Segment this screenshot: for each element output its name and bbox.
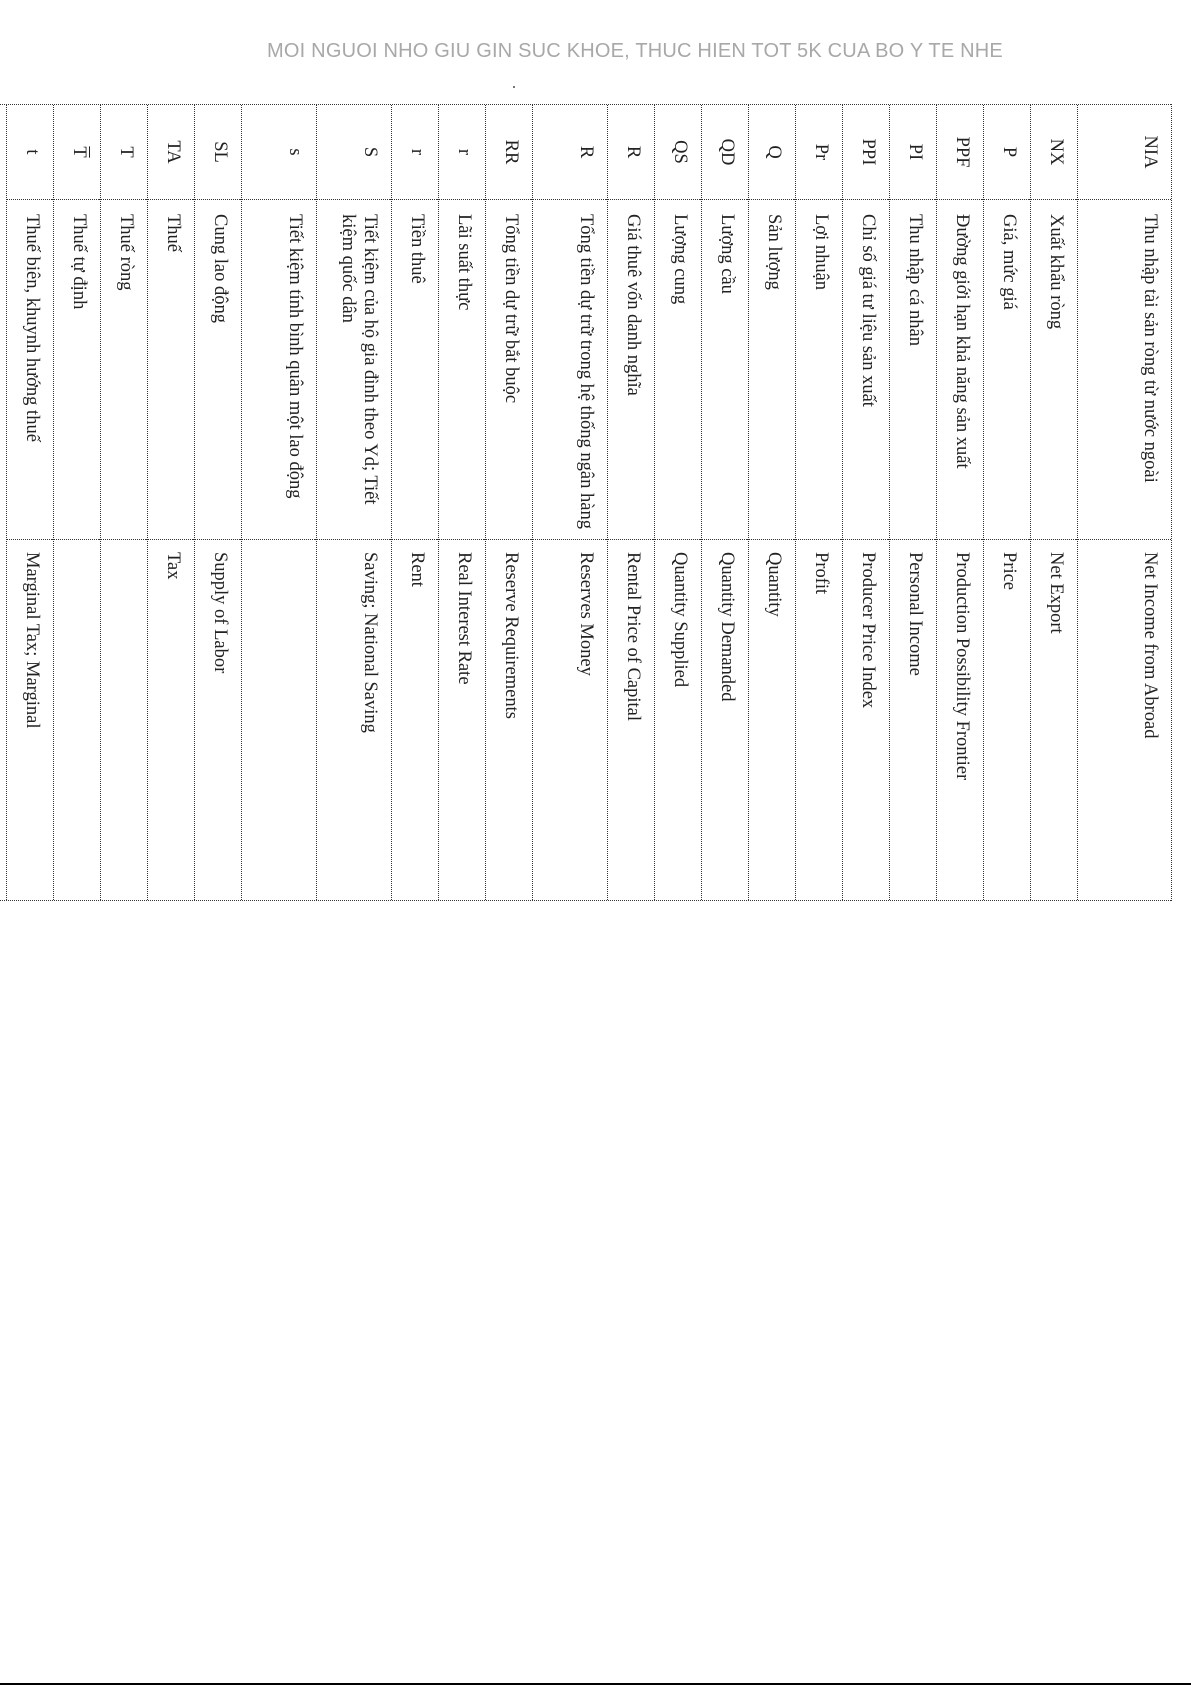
table-row — [241, 105, 316, 900]
symbol-cell: T — [101, 105, 147, 200]
english-term-cell: Rent — [407, 552, 427, 587]
table-row — [316, 105, 391, 900]
vietnamese-term-cell: Đường giới hạn khả năng sản xuất — [937, 200, 983, 540]
symbol-cell: NIA — [1078, 105, 1171, 200]
vietnamese-term-cell: Thu nhập tài sản ròng từ nước ngoài — [1078, 200, 1171, 540]
table-row — [795, 105, 842, 900]
symbol-cell: R — [533, 105, 607, 200]
english-term-cell — [54, 540, 100, 900]
symbol-cell: P — [984, 105, 1030, 200]
table-row — [438, 105, 485, 900]
vietnamese-term-cell: Cung lao động — [195, 200, 241, 540]
symbol-cell: $\overline{T}$ — [54, 105, 100, 200]
english-term-cell: Supply of Labor — [210, 552, 230, 674]
table-row — [936, 105, 983, 900]
vietnamese-term-cell: Thu nhập cá nhân — [890, 200, 936, 540]
vietnamese-term-cell: Thuế biên, khuynh hướng thuế — [7, 200, 53, 540]
vietnamese-term-cell: Giá thuê vốn danh nghĩa — [608, 200, 654, 540]
vietnamese-term-cell: Thuế ròng — [101, 200, 147, 540]
table-row — [889, 105, 936, 900]
english-term-cell: Reserves Money — [576, 552, 596, 676]
english-term-cell: Marginal Tax; Marginal — [22, 552, 42, 729]
symbol-cell: r — [392, 105, 438, 200]
english-term-cell: Net Income from Abroad — [1140, 552, 1160, 739]
symbol-cell: NX — [1031, 105, 1077, 200]
table-row — [654, 105, 701, 900]
english-term-cell: Rental Price of Capital — [623, 552, 643, 722]
symbol-cell: TA — [148, 105, 194, 200]
vietnamese-term-cell: Tiết kiệm tính bình quân một lao động — [242, 200, 316, 540]
table-row — [391, 105, 438, 900]
table-row — [53, 105, 100, 900]
english-term-cell: Personal Income — [905, 552, 925, 676]
table-row — [983, 105, 1030, 900]
symbol-cell: Pr — [796, 105, 842, 200]
table-row — [100, 105, 147, 900]
symbol-cell: QS — [655, 105, 701, 200]
vietnamese-term-cell: Thuế tự định — [54, 200, 100, 540]
english-term-cell: Quantity Demanded — [717, 552, 737, 702]
table-row — [1030, 105, 1077, 900]
vietnamese-term-cell: Thuế — [148, 200, 194, 540]
vietnamese-term-cell: Chỉ số giá tư liệu sản xuất — [843, 200, 889, 540]
vietnamese-term-cell: Lượng cung — [655, 200, 701, 540]
vietnamese-term-cell: Tổng tiền dự trữ trong hệ thống ngân hàng — [533, 200, 607, 540]
english-term-cell: Production Possibility Frontier — [952, 552, 972, 781]
table-row — [485, 105, 532, 900]
symbol-cell: Q — [749, 105, 795, 200]
vietnamese-term-cell: Lượng cầu — [702, 200, 748, 540]
symbol-cell: PI — [890, 105, 936, 200]
symbol-cell: S — [317, 105, 391, 200]
symbol-cell: PPI — [843, 105, 889, 200]
table-row — [147, 105, 194, 900]
english-term-cell — [101, 540, 147, 900]
table-row — [194, 105, 241, 900]
table-row — [748, 105, 795, 900]
header-banner: MOI NGUOI NHO GIU GIN SUC KHOE, THUC HIEN TOT 5K CUA BO Y TE NHE — [267, 40, 1003, 62]
symbol-cell: RR — [486, 105, 532, 200]
english-term-cell — [242, 540, 316, 900]
glossary-table — [0, 104, 1172, 901]
symbol-cell: R — [608, 105, 654, 200]
table-row — [532, 105, 607, 900]
symbol-cell: SL — [195, 105, 241, 200]
vietnamese-term-cell: Giá, mức giá — [984, 200, 1030, 540]
vietnamese-term-cell: Lãi suất thực — [439, 200, 485, 540]
english-term-cell: Tax — [163, 552, 183, 580]
english-term-cell: Price — [999, 552, 1019, 591]
english-term-cell: Net Export — [1046, 552, 1066, 634]
table-row — [6, 105, 53, 900]
english-term-cell: Quantity Supplied — [670, 552, 690, 688]
english-term-cell: Profit — [811, 552, 831, 595]
english-term-cell: Producer Price Index — [858, 552, 878, 709]
table-row — [842, 105, 889, 900]
english-term-cell: Reserve Requirements — [501, 552, 521, 719]
vietnamese-term-cell: Tiền thuê — [392, 200, 438, 540]
vietnamese-term-cell: Tổng tiền dự trữ bắt buộc — [486, 200, 532, 540]
vietnamese-term-cell: Xuất khẩu ròng — [1031, 200, 1077, 540]
table-row — [701, 105, 748, 900]
stray-mark — [513, 86, 515, 88]
symbol-cell: s — [242, 105, 316, 200]
english-term-cell: Quantity — [764, 552, 784, 617]
symbol-cell: t — [7, 105, 53, 200]
table-row — [607, 105, 654, 900]
symbol-cell: r — [439, 105, 485, 200]
vietnamese-term-cell: Tiết kiệm của hộ gia đình theo Yd; Tiết kiệm quốc dân — [317, 200, 391, 540]
english-term-cell: Saving; National Saving — [360, 552, 380, 733]
vietnamese-term-cell: Lợi nhuận — [796, 200, 842, 540]
symbol-cell: PPF — [937, 105, 983, 200]
english-term-cell: Real Interest Rate — [454, 552, 474, 685]
table-row — [1077, 105, 1171, 900]
symbol-cell: QD — [702, 105, 748, 200]
vietnamese-term-cell: Sản lượng — [749, 200, 795, 540]
